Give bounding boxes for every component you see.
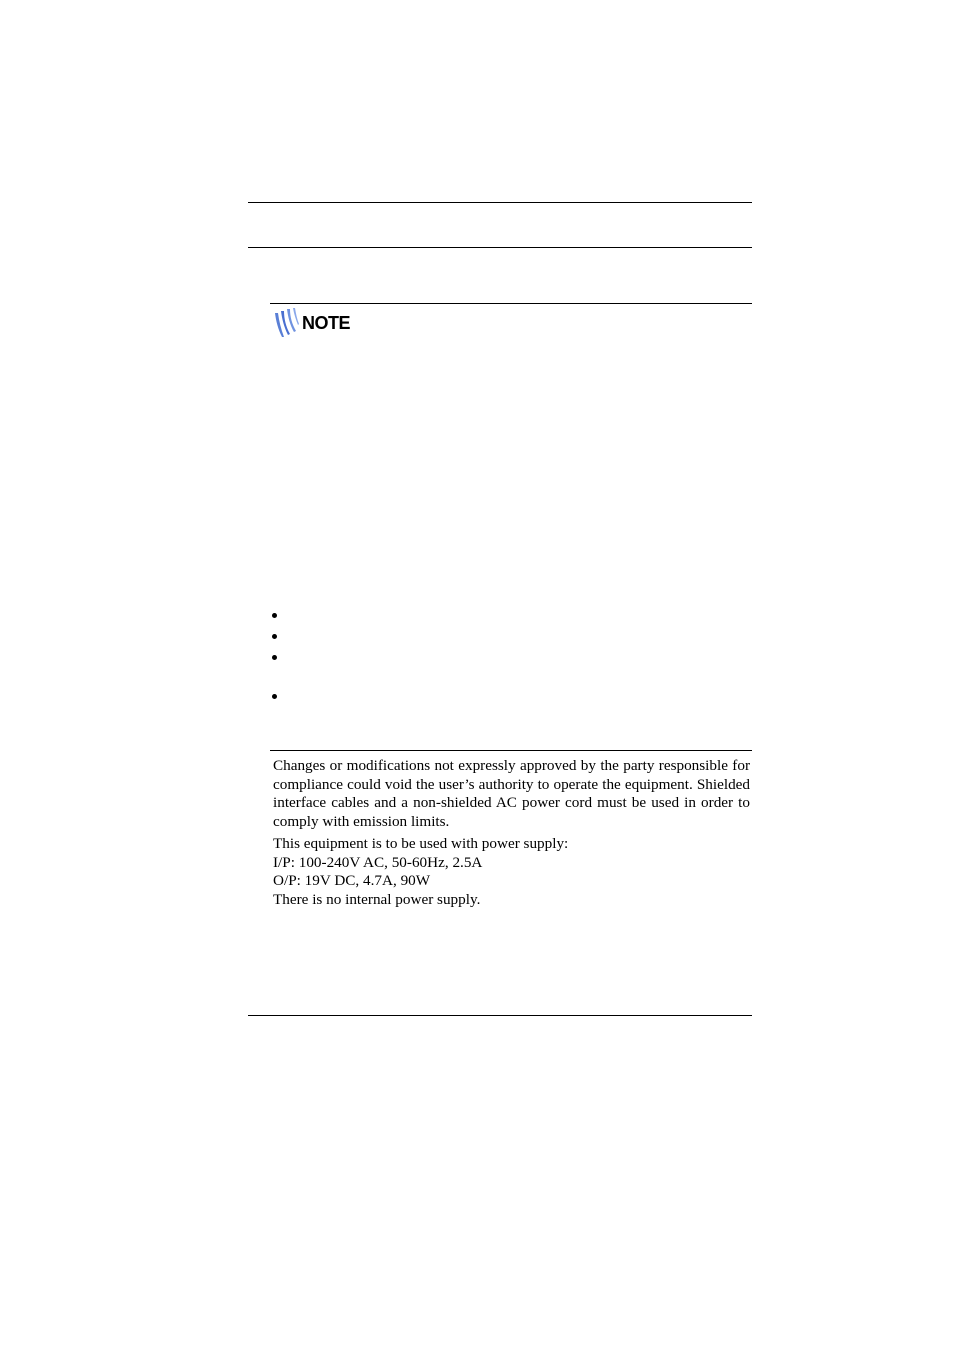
bullet-marker — [271, 633, 279, 641]
power-input-spec: I/P: 100-240V AC, 50-60Hz, 2.5A — [273, 853, 483, 871]
internal-power-note: There is no internal power supply. — [273, 890, 481, 908]
note-label: NOTE — [302, 313, 351, 333]
fcc-notice — [273, 757, 750, 910]
footer-rule — [248, 1015, 752, 1016]
fcc-compliance-paragraph: Changes or modifications not expressly approved by the party responsible for compliance could void the user’s authority to operate the equipment. Shielded interface cables and a non-shielded AC power cord must be used in order to comply with emission limits. — [273, 757, 750, 831]
bullet-marker — [271, 612, 279, 620]
power-supply-intro: This equipment is to be used with power supply: — [273, 834, 569, 852]
note-icon — [273, 307, 299, 339]
note-header — [273, 307, 350, 339]
power-output-spec: O/P: 19V DC, 4.7A, 90W — [273, 872, 431, 890]
bullet-marker — [271, 693, 279, 701]
bullet-marker — [271, 654, 279, 662]
note-section-rule — [270, 303, 752, 304]
header-rule-top — [248, 202, 752, 203]
header-rule-bottom — [248, 247, 752, 248]
fcc-section-rule — [270, 750, 752, 751]
